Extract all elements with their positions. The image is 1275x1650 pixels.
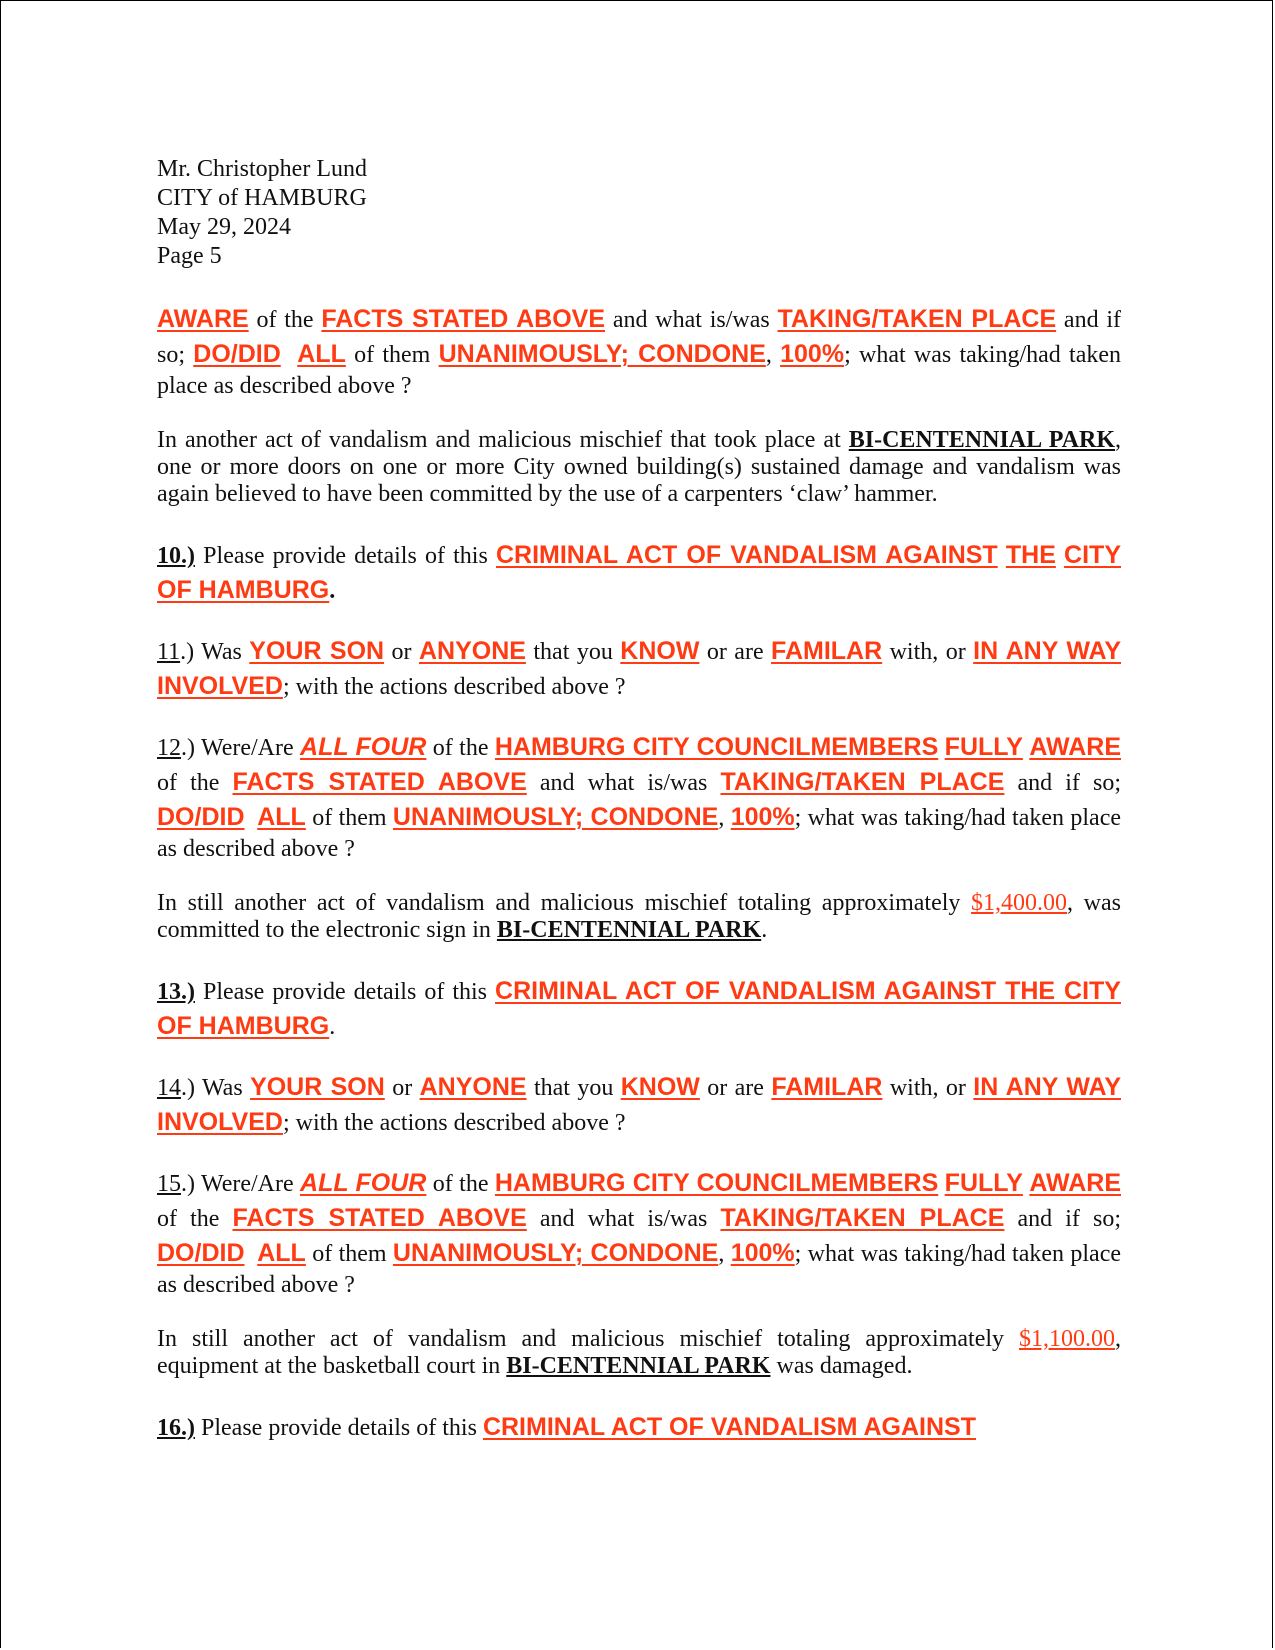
text: In another act of vandalism and malicious mischief that took place at <box>157 427 849 453</box>
text: or are <box>699 1075 772 1101</box>
highlight-anyone: ANYONE <box>419 1073 527 1101</box>
text: , <box>718 805 731 831</box>
text: of the <box>157 1206 233 1232</box>
question-12 <box>157 730 1121 864</box>
text: of them <box>305 805 393 831</box>
question-number: 16.) <box>157 1415 195 1441</box>
text: , one or more doors on one or more City owned building(s) sustained damage and vandalism was again believed to have been committed by the use of a carpenters ‘claw’ hammer. <box>157 427 1122 507</box>
text: with, or <box>882 1075 974 1101</box>
text: . <box>329 1014 336 1040</box>
question-10 <box>157 538 1121 608</box>
highlight-council: HAMBURG CITY COUNCILMEMBERS <box>494 733 939 761</box>
highlight-unanimously: UNANIMOUSLY; CONDONE <box>438 340 766 368</box>
highlight-involved: IN ANY WAY INVOLVED <box>157 1073 1121 1136</box>
text: ; what was taking/had taken place as described above ? <box>157 342 1121 399</box>
highlight-involved: IN ANY WAY INVOLVED <box>157 637 1121 700</box>
text: of the <box>248 307 322 333</box>
text: of the <box>157 770 233 796</box>
highlight-familar: FAMILAR <box>771 637 883 665</box>
text: of them <box>345 342 439 368</box>
question-14 <box>157 1070 1121 1140</box>
text: In still another act of vandalism and malicious mischief totaling approximately <box>157 890 972 916</box>
park-name: BI-CENTENNIAL PARK <box>848 427 1116 453</box>
text <box>245 805 258 831</box>
highlight-aware: AWARE <box>1029 733 1122 761</box>
highlight-the: THE <box>1005 541 1056 569</box>
text: with, or <box>882 639 974 665</box>
highlight-all-four: ALL FOUR <box>300 1169 427 1197</box>
text: In still another act of vandalism and malicious mischief totaling approximately <box>157 1326 1019 1352</box>
highlight-fully: FULLY <box>944 733 1023 761</box>
text: of them <box>305 1241 393 1267</box>
text: that you <box>526 1075 621 1101</box>
text: .) Was <box>181 1075 251 1101</box>
highlight-all: ALL <box>257 1239 306 1267</box>
highlight-taking: TAKING/TAKEN PLACE <box>720 1204 1005 1232</box>
question-number: 14 <box>157 1075 181 1101</box>
highlight-percent: 100% <box>730 1239 795 1267</box>
question-16 <box>157 1410 1121 1445</box>
text: or are <box>699 639 772 665</box>
text: and what is/was <box>526 770 721 796</box>
text: , equipment at the basketball court in <box>157 1326 1121 1379</box>
text: ; with the actions described above ? <box>282 1110 626 1136</box>
highlight-dodid: DO/DID <box>157 803 245 831</box>
text: .) Was <box>180 639 250 665</box>
highlight-taking: TAKING/TAKEN PLACE <box>720 768 1005 796</box>
highlight-dodid: DO/DID <box>193 340 281 368</box>
text: of the <box>426 1171 495 1197</box>
text: of the <box>426 735 495 761</box>
question-number: 10.) <box>157 543 195 569</box>
letter-body <box>157 155 1121 1445</box>
highlight-criminal-act: CRIMINAL ACT OF VANDALISM AGAINST <box>495 541 998 569</box>
highlight-unanimously: UNANIMOUSLY; CONDONE <box>392 803 719 831</box>
text: . <box>329 578 336 604</box>
highlight-your-son: YOUR SON <box>249 637 385 665</box>
page-number: Page 5 <box>157 243 222 269</box>
highlight-percent: 100% <box>730 803 795 831</box>
highlight-facts: FACTS STATED ABOVE <box>321 305 606 333</box>
text: that you <box>525 639 621 665</box>
highlight-all-four: ALL FOUR <box>300 733 427 761</box>
text: and if so; <box>1004 1206 1122 1232</box>
highlight-know: KNOW <box>620 637 700 665</box>
text: , <box>718 1241 731 1267</box>
text <box>998 543 1006 569</box>
continuation-paragraph <box>157 302 1121 401</box>
highlight-unanimously: UNANIMOUSLY; CONDONE <box>392 1239 719 1267</box>
highlight-all: ALL <box>297 340 346 368</box>
text: or <box>384 1075 420 1101</box>
highlight-all: ALL <box>257 803 306 831</box>
text: , <box>765 342 781 368</box>
highlight-criminal-act: CRIMINAL ACT OF VANDALISM AGAINST THE CITY OF HAMBURG <box>157 977 1121 1040</box>
vandalism-paragraph-doors <box>157 427 1121 508</box>
text: was damaged. <box>770 1353 913 1379</box>
vandalism-paragraph-sign <box>157 890 1121 944</box>
text: .) Were/Are <box>181 735 301 761</box>
question-number: 13.) <box>157 979 195 1005</box>
text <box>1056 543 1064 569</box>
text: ; with the actions described above ? <box>282 674 626 700</box>
question-13 <box>157 974 1121 1044</box>
highlight-aware: AWARE <box>1029 1169 1122 1197</box>
text: and what is/was <box>526 1206 721 1232</box>
letter-header <box>157 155 1121 271</box>
text <box>245 1241 258 1267</box>
highlight-know: KNOW <box>620 1073 700 1101</box>
text: Please provide details of this <box>195 979 496 1005</box>
text: ; what was taking/had taken place as described above ? <box>157 805 1122 862</box>
text: , was committed to the electronic sign in <box>157 890 1121 943</box>
question-15 <box>157 1166 1121 1300</box>
text: and if so; <box>157 307 1122 368</box>
highlight-anyone: ANYONE <box>418 637 526 665</box>
highlight-city: CITY OF HAMBURG <box>157 541 1121 604</box>
highlight-fully: FULLY <box>944 1169 1023 1197</box>
park-name: BI-CENTENNIAL PARK <box>506 1353 771 1379</box>
text: and if so; <box>1004 770 1122 796</box>
highlight-criminal-act: CRIMINAL ACT OF VANDALISM AGAINST <box>482 1413 976 1441</box>
text: or <box>384 639 419 665</box>
highlight-facts: FACTS STATED ABOVE <box>232 1204 527 1232</box>
text: ; what was taking/had taken place as described above ? <box>157 1241 1122 1298</box>
highlight-facts: FACTS STATED ABOVE <box>232 768 527 796</box>
text: and what is/was <box>605 307 778 333</box>
text: .) Were/Are <box>181 1171 301 1197</box>
highlight-your-son: YOUR SON <box>250 1073 385 1101</box>
damage-amount: $1,400.00 <box>971 890 1068 916</box>
question-number: 12 <box>157 735 181 761</box>
text: . <box>761 917 768 943</box>
text: Please provide details of this <box>195 543 496 569</box>
letter-date: May 29, 2024 <box>157 214 291 240</box>
park-name: BI-CENTENNIAL PARK <box>496 917 762 943</box>
question-number: 11 <box>157 639 181 665</box>
recipient-name: Mr. Christopher Lund <box>157 156 367 182</box>
question-number: 15 <box>157 1171 181 1197</box>
damage-amount: $1,100.00 <box>1019 1326 1115 1352</box>
question-11 <box>157 634 1121 704</box>
text: Please provide details of this <box>195 1415 483 1441</box>
vandalism-paragraph-basketball <box>157 1326 1121 1380</box>
highlight-taking: TAKING/TAKEN PLACE <box>777 305 1057 333</box>
highlight-familar: FAMILAR <box>771 1073 883 1101</box>
highlight-percent: 100% <box>780 340 845 368</box>
highlight-dodid: DO/DID <box>157 1239 245 1267</box>
recipient-city: CITY of HAMBURG <box>157 185 367 211</box>
text <box>281 342 298 368</box>
highlight-aware: AWARE <box>157 305 249 333</box>
highlight-council: HAMBURG CITY COUNCILMEMBERS <box>494 1169 939 1197</box>
